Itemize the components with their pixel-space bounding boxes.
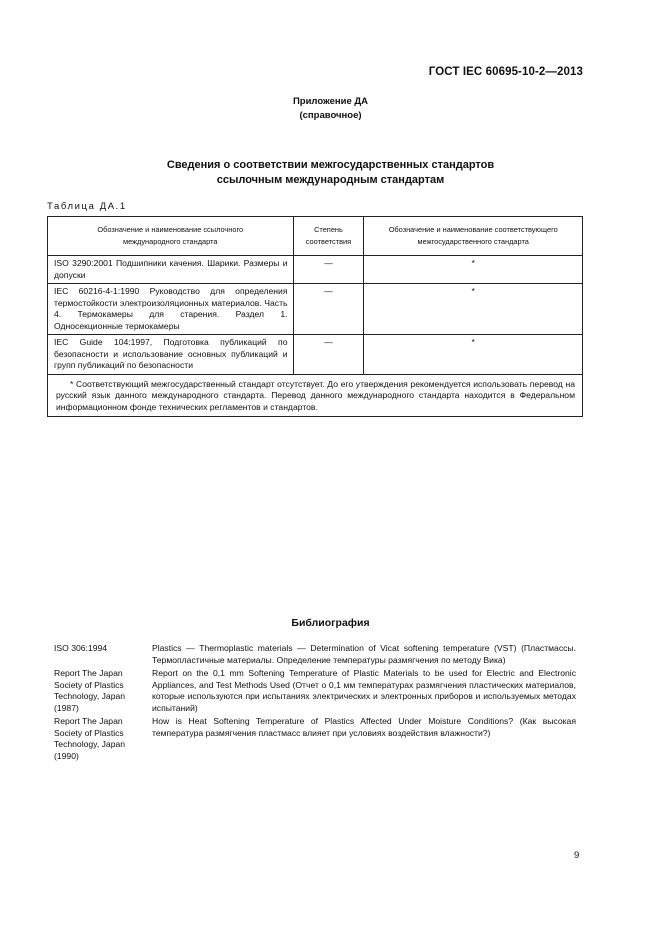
section-title xyxy=(0,158,661,188)
standard-code: ГОСТ IEC 60695-10-2—2013 xyxy=(428,66,583,78)
bibliography-text: How is Heat Softening Temperature of Plastics Affected Under Moisture Conditions? (Как высокая температура размягчения пластмасс влияет при условиях воздействия влажности?) xyxy=(152,716,576,738)
bibliography-list xyxy=(54,643,576,764)
degree-cell: — xyxy=(293,335,364,375)
section-title-line1: Сведения о соответствии межгосударственных стандартов xyxy=(166,159,495,171)
bibliography-text: Report on the 0,1 mm Softening Temperature of Plastic Materials to be used for Electric and Electronic Appliances, and Test Methods Used (Отчет о 0,1 мм температурах размягчения пластических материалов, которые используются при испытаниях электрических и электронных приборов и используемых методах испытаний) xyxy=(152,668,576,713)
appendix-title: Приложение ДА xyxy=(292,96,369,107)
table-row xyxy=(48,256,583,284)
appendix-subtitle: (справочное) xyxy=(299,110,362,121)
bibliography-text: Plastics — Thermoplastic materials — Determination of Vicat softening temperature (VST) (Пластмассы. Термопластичные материалы. Определение температуры размягчения по методу Вика) xyxy=(152,643,576,665)
table-footnote-row xyxy=(48,374,583,417)
table-row xyxy=(48,284,583,335)
appendix-heading xyxy=(0,95,661,123)
bibliography-entry xyxy=(54,716,576,762)
reference-cell: IEC Guide 104:1997, Подготовка публикаций по безопасности и использование основных публикаций и групп публикаций по безопасности xyxy=(48,335,294,375)
table-row xyxy=(48,335,583,375)
degree-cell: — xyxy=(293,256,364,284)
bibliography-ref: Report The Japan Society of Plastics Technology, Japan (1987) xyxy=(54,668,126,713)
header-reference-standard: Обозначение и наименование ссылочного международного стандарта xyxy=(48,217,294,256)
table-label: Таблица ДА.1 xyxy=(47,201,127,212)
header-degree-of-correspondence: Степень соответствия xyxy=(293,217,364,256)
bibliography-ref: ISO 306:1994 xyxy=(54,643,108,653)
section-title-line2: ссылочным международным стандартам xyxy=(216,174,445,186)
table-footnote: * Соответствующий межгосударственный стандарт отсутствует. До его утверждения рекомендуется использовать перевод на русский язык данного международного стандарта. Перевод данного международного стандарта находится в Федеральном информационном фонде технических регламентов и стандартов. xyxy=(48,374,583,417)
bibliography-entry xyxy=(54,643,576,666)
interstate-cell: * xyxy=(364,284,583,335)
interstate-cell: * xyxy=(364,256,583,284)
bibliography-ref: Report The Japan Society of Plastics Technology, Japan (1990) xyxy=(54,716,126,761)
interstate-cell: * xyxy=(364,335,583,375)
bibliography-title: Библиография xyxy=(291,617,370,629)
reference-cell: IEC 60216-4-1:1990 Руководство для определения термостойкости электроизоляционных материалов. Часть 4. Термокамеры для старения. Раздел 1. Односекционные термокамеры xyxy=(48,284,294,335)
correspondence-table xyxy=(47,216,583,417)
bibliography-entry xyxy=(54,668,576,714)
degree-cell: — xyxy=(293,284,364,335)
header-interstate-standard: Обозначение и наименование соответствующего межгосударственного стандарта xyxy=(364,217,583,256)
table-header-row xyxy=(48,217,583,256)
reference-cell: ISO 3290:2001 Подшипники качения. Шарики. Размеры и допуски xyxy=(48,256,294,284)
page-number: 9 xyxy=(574,850,580,861)
